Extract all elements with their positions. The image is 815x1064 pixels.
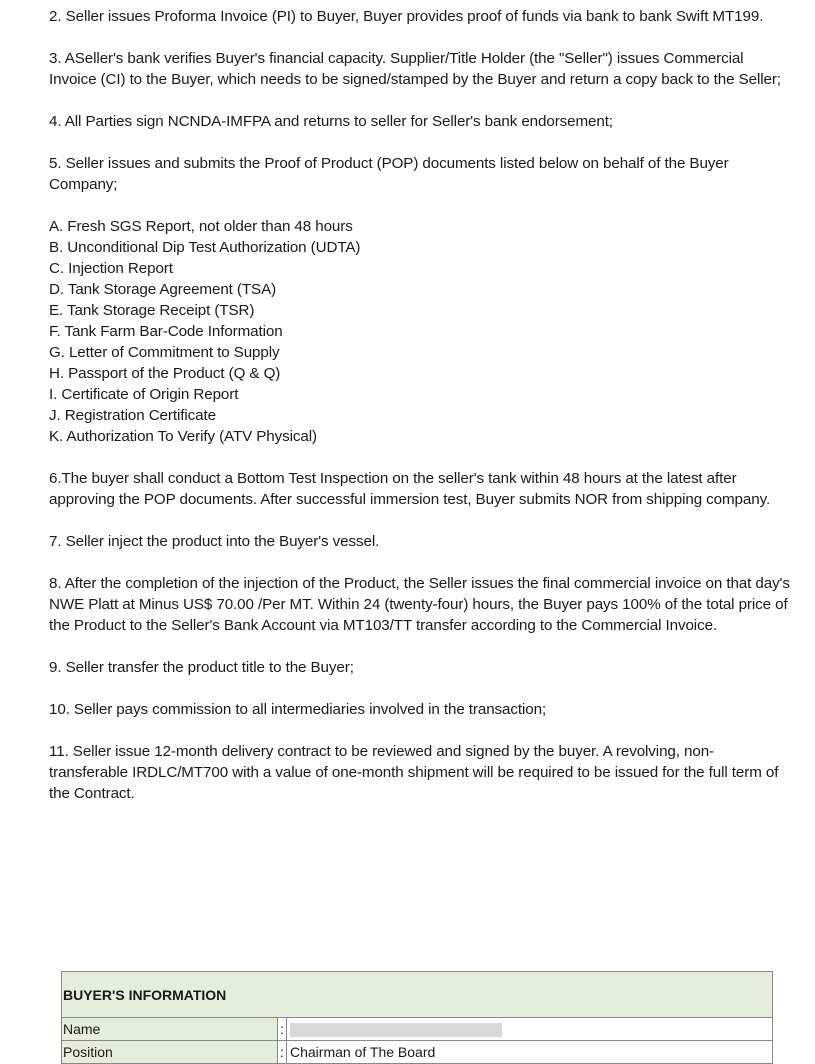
- procedure-text: [49, 6, 794, 825]
- position-value: Chairman of The Board: [287, 1041, 773, 1064]
- table-row: [62, 1018, 773, 1041]
- list-item: D. Tank Storage Agreement (TSA): [49, 281, 277, 298]
- name-value: [287, 1018, 773, 1041]
- list-item: E. Tank Storage Receipt (TSR): [49, 302, 255, 319]
- step-6-paragraph: 6.The buyer shall conduct a Bottom Test Inspection on the seller's tank within 48 hours at the latest after approving the POP documents. After successful immersion test, Buyer submits NOR from shipping company.: [49, 470, 771, 508]
- list-item: I. Certificate of Origin Report: [49, 386, 239, 403]
- step-9-paragraph: 9. Seller transfer the product title to the Buyer;: [49, 659, 354, 676]
- list-item: B. Unconditional Dip Test Authorization (UDTA): [49, 239, 361, 256]
- list-item: K. Authorization To Verify (ATV Physical): [49, 428, 317, 445]
- step-7-paragraph: 7. Seller inject the product into the Buyer's vessel.: [49, 533, 380, 550]
- step-4-paragraph: 4. All Parties sign NCNDA-IMFPA and returns to seller for Seller's bank endorsement;: [49, 113, 613, 130]
- step-8-paragraph: 8. After the completion of the injection of the Product, the Seller issues the final commercial invoice on that day's NWE Platt at Minus US$ 70.00 /Per MT. Within 24 (twenty-four) hours, the Buyer pays 100% of the total price of the Product to the Seller's Bank Account via MT103/TT transfer according to the Commercial Invoice.: [49, 575, 790, 634]
- list-item: A. Fresh SGS Report, not older than 48 hours: [49, 218, 353, 235]
- step-11-paragraph: 11. Seller issue 12-month delivery contract to be reviewed and signed by the buyer. A revolving, non- transferable IRDLC/MT700 with a value of one-month shipment will be required to be issued for the full term of the Contract.: [49, 743, 779, 802]
- list-item: H. Passport of the Product (Q & Q): [49, 365, 281, 382]
- colon-separator: :: [278, 1041, 287, 1064]
- list-item: J. Registration Certificate: [49, 407, 216, 424]
- list-item: C. Injection Report: [49, 260, 173, 277]
- step-5-paragraph: 5. Seller issues and submits the Proof of Product (POP) documents listed below on behalf of the Buyer Company;: [49, 155, 729, 193]
- step-3-paragraph: 3. ASeller's bank verifies Buyer's financial capacity. Supplier/Title Holder (the "Seller") issues Commercial Invoice (CI) to the Buyer, which needs to be signed/stamped by the Buyer and return a copy back to the Seller;: [49, 50, 781, 88]
- position-label: Position: [62, 1041, 278, 1064]
- buyer-information-table: [61, 971, 773, 1064]
- redacted-name-bar: [290, 1023, 502, 1037]
- table-row: [62, 1041, 773, 1064]
- step-2-paragraph: 2. Seller issues Proforma Invoice (PI) to Buyer, Buyer provides proof of funds via bank to bank Swift MT199.: [49, 8, 764, 25]
- list-item: G. Letter of Commitment to Supply: [49, 344, 280, 361]
- name-label: Name: [62, 1018, 278, 1041]
- list-item: F. Tank Farm Bar-Code Information: [49, 323, 283, 340]
- pop-documents-list: [49, 216, 794, 447]
- step-10-paragraph: 10. Seller pays commission to all intermediaries involved in the transaction;: [49, 701, 547, 718]
- colon-separator: :: [278, 1018, 287, 1041]
- buyer-table-title: BUYER'S INFORMATION: [62, 972, 773, 1018]
